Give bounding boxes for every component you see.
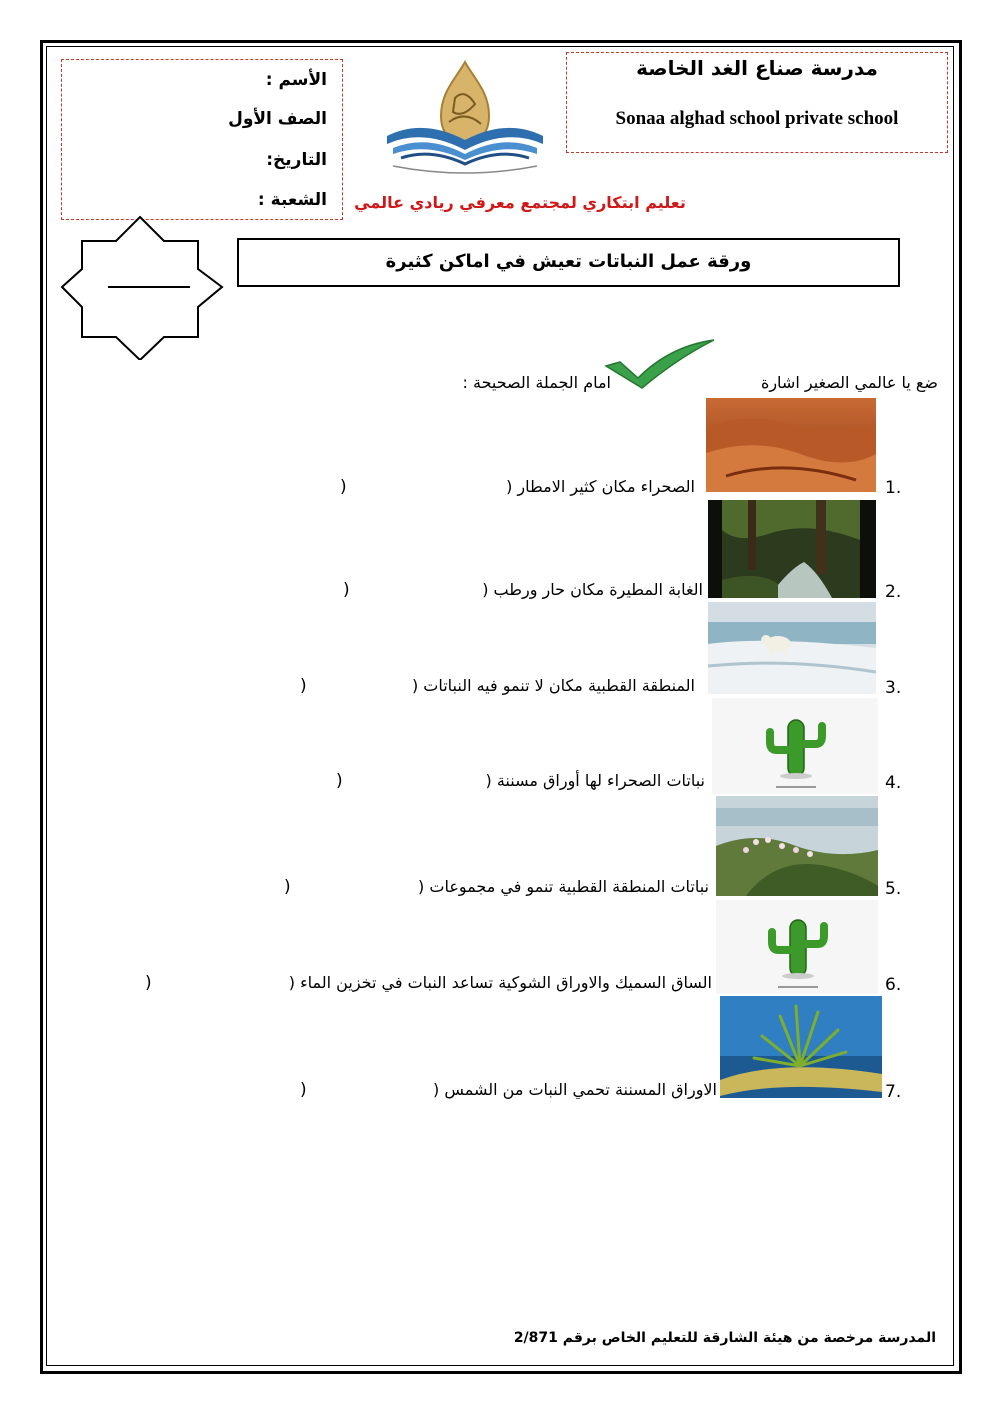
license-footer: المدرسة مرخصة من هيئة الشارقة للتعليم الخاص برقم 2/871 [513, 1330, 936, 1346]
question-4-number: 4. [885, 773, 902, 793]
question-5-number: 5. [885, 879, 902, 899]
question-3-answer-close: ) [300, 676, 307, 696]
question-3-number: 3. [885, 678, 902, 698]
date-field-label: التاريخ: [266, 150, 327, 170]
question-3-text: المنطقة القطبية مكان لا تنمو فيه النباتات ( [411, 676, 695, 695]
question-5-answer-close: ) [284, 877, 291, 897]
question-6-text: الساق السميك والاوراق الشوكية تساعد النبات في تخزين الماء ( [288, 973, 712, 992]
polar-bear-image [708, 602, 876, 694]
question-5-text: نباتات المنطقة القطبية تنمو في مجموعات ( [418, 877, 709, 896]
question-1-answer-close: ) [340, 477, 347, 497]
question-6-answer-close: ) [145, 973, 152, 993]
checkmark-icon [604, 338, 716, 390]
question-7-number: 7. [885, 1082, 902, 1102]
question-6-number: 6. [885, 975, 902, 995]
arctic-flowers-image [716, 796, 878, 896]
question-7-answer-close: ) [300, 1080, 307, 1100]
worksheet-title-box [237, 238, 900, 287]
grade-star-icon [60, 215, 225, 360]
spiky-plant-image [720, 996, 882, 1098]
question-4-text: نباتات الصحراء لها أوراق مسننة ( [485, 771, 705, 790]
instruction-text: ضع يا عالمي الصغير اشارة [760, 373, 938, 392]
school-name-english: Sonaa alghad school private school [615, 108, 899, 129]
school-logo [383, 58, 548, 180]
school-slogan: تعليم ابتكاري لمجتمع معرفي ريادي عالمي [354, 193, 686, 212]
instruction-text-end: امام الجملة الصحيحة : [462, 373, 611, 392]
worksheet-title: ورقة عمل النباتات تعيش في اماكن كثيرة [385, 251, 752, 272]
question-7-text: الاوراق المسننة تحمي النبات من الشمس ( [433, 1080, 717, 1099]
cactus-image-1 [712, 698, 878, 794]
grade-field-label: الصف الأول [228, 109, 327, 129]
cactus-image-2 [716, 900, 878, 994]
school-name-arabic: مدرسة صناع الغد الخاصة [636, 56, 878, 80]
question-1-number: 1. [885, 478, 902, 498]
rainforest-image [708, 500, 876, 598]
question-2-number: 2. [885, 582, 902, 602]
question-2-text: الغابة المطيرة مكان حار ورطب ( [482, 580, 703, 599]
name-field-label: الأسم : [265, 70, 327, 90]
question-2-answer-close: ) [343, 580, 350, 600]
desert-dunes-image [706, 398, 876, 492]
question-1-text: الصحراء مكان كثير الامطار ( [506, 477, 695, 496]
section-field-label: الشعبة : [257, 190, 327, 210]
question-4-answer-close: ) [336, 771, 343, 791]
